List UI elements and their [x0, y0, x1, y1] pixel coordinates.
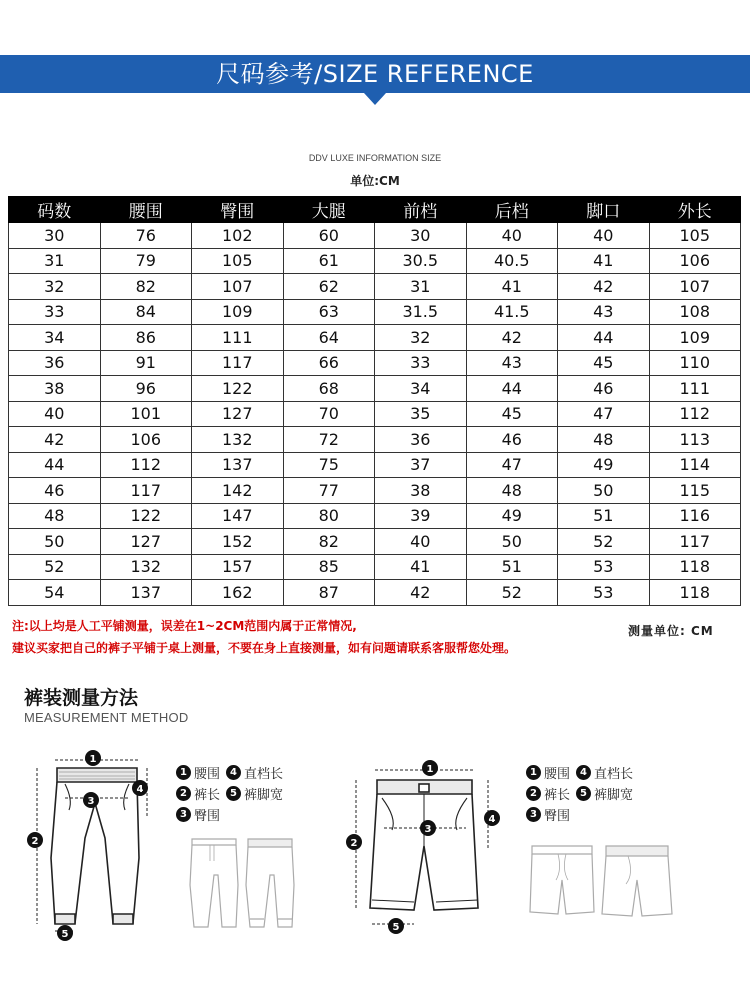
cell-outseam: 108 [649, 299, 741, 325]
legend-num-icon: 2 [176, 786, 191, 801]
cell-hip: 105 [192, 248, 284, 274]
header-outseam: 外长 [649, 197, 741, 223]
cell-leg-opening: 49 [558, 452, 650, 478]
cell-leg-opening: 43 [558, 299, 650, 325]
marker-4-long: 4 [136, 784, 144, 795]
cell-leg-opening: 52 [558, 529, 650, 555]
header-back-rise: 后档 [466, 197, 558, 223]
cell-front-rise: 30 [375, 223, 467, 249]
table-row [9, 580, 741, 606]
cell-leg-opening: 40 [558, 223, 650, 249]
legend-label: 裤脚宽 [594, 788, 634, 803]
cell-outseam: 107 [649, 274, 741, 300]
legend-long-pants [176, 762, 289, 825]
legend-num-icon: 3 [526, 807, 541, 822]
cell-waist: 76 [100, 223, 192, 249]
cell-leg-opening: 53 [558, 554, 650, 580]
legend-num-icon: 3 [176, 807, 191, 822]
cell-leg-opening: 48 [558, 427, 650, 453]
cell-front-rise: 31 [375, 274, 467, 300]
cell-size: 48 [9, 503, 101, 529]
table-row [9, 427, 741, 453]
info-subtitle: DDV LUXE INFORMATION SIZE [308, 153, 442, 163]
cell-thigh: 66 [283, 350, 375, 376]
cell-outseam: 118 [649, 554, 741, 580]
legend-num-icon: 2 [526, 786, 541, 801]
table-row [9, 478, 741, 504]
cell-thigh: 87 [283, 580, 375, 606]
cell-size: 40 [9, 401, 101, 427]
table-row [9, 350, 741, 376]
cell-leg-opening: 47 [558, 401, 650, 427]
cell-back-rise: 52 [466, 580, 558, 606]
legend-label: 直档长 [244, 767, 284, 782]
cell-thigh: 61 [283, 248, 375, 274]
cell-size: 30 [9, 223, 101, 249]
cell-outseam: 106 [649, 248, 741, 274]
cell-size: 54 [9, 580, 101, 606]
cell-size: 42 [9, 427, 101, 453]
cell-waist: 112 [100, 452, 192, 478]
cell-size: 32 [9, 274, 101, 300]
table-row [9, 274, 741, 300]
cell-front-rise: 38 [375, 478, 467, 504]
cell-thigh: 72 [283, 427, 375, 453]
legend-label: 臀围 [194, 809, 221, 824]
cell-size: 38 [9, 376, 101, 402]
note-line-1: 注:以上均是人工平铺测量，误差在1~2CM范围内属于正常情况, [12, 619, 357, 633]
table-row [9, 452, 741, 478]
cell-outseam: 109 [649, 325, 741, 351]
size-table-body [9, 223, 741, 606]
cell-back-rise: 45 [466, 401, 558, 427]
cell-outseam: 115 [649, 478, 741, 504]
legend-label: 裤长 [544, 788, 571, 803]
cell-back-rise: 43 [466, 350, 558, 376]
long-pants-illustration [25, 748, 165, 943]
banner-title: 尺码参考/SIZE REFERENCE [216, 60, 534, 88]
cell-waist: 106 [100, 427, 192, 453]
marker-1-shorts: 1 [426, 764, 434, 775]
cell-size: 52 [9, 554, 101, 580]
legend-num-icon: 5 [576, 786, 591, 801]
marker-5-long: 5 [61, 929, 69, 940]
cell-leg-opening: 45 [558, 350, 650, 376]
size-table [8, 196, 741, 606]
cell-waist: 84 [100, 299, 192, 325]
marker-3-long: 3 [87, 796, 95, 807]
table-header-row [9, 197, 741, 223]
long-pants-sketch [188, 835, 298, 930]
legend-label: 直档长 [594, 767, 634, 782]
cell-front-rise: 36 [375, 427, 467, 453]
table-row [9, 248, 741, 274]
cell-waist: 122 [100, 503, 192, 529]
legend-shorts [526, 762, 639, 825]
legend-num-icon: 4 [226, 765, 241, 780]
table-row [9, 325, 741, 351]
marker-2-long: 2 [31, 836, 39, 847]
cell-thigh: 62 [283, 274, 375, 300]
cell-waist: 82 [100, 274, 192, 300]
legend-label: 腰围 [194, 767, 221, 782]
cell-outseam: 114 [649, 452, 741, 478]
header-waist: 腰围 [100, 197, 192, 223]
note-line-2: 建议买家把自己的裤子平铺于桌上测量，不要在身上直接测量，如有问题请联系客服帮您处理。 [12, 641, 517, 655]
cell-waist: 79 [100, 248, 192, 274]
cell-outseam: 118 [649, 580, 741, 606]
cell-hip: 157 [192, 554, 284, 580]
cell-hip: 152 [192, 529, 284, 555]
header-size: 码数 [9, 197, 101, 223]
marker-5-shorts: 5 [392, 922, 400, 933]
cell-back-rise: 40 [466, 223, 558, 249]
cell-leg-opening: 44 [558, 325, 650, 351]
marker-1-long: 1 [89, 754, 97, 765]
cell-back-rise: 48 [466, 478, 558, 504]
cell-waist: 101 [100, 401, 192, 427]
cell-size: 33 [9, 299, 101, 325]
legend-num-icon: 1 [526, 765, 541, 780]
cell-thigh: 75 [283, 452, 375, 478]
cell-front-rise: 34 [375, 376, 467, 402]
cell-thigh: 82 [283, 529, 375, 555]
header-leg-opening: 脚口 [558, 197, 650, 223]
cell-hip: 122 [192, 376, 284, 402]
cell-hip: 117 [192, 350, 284, 376]
legend-num-icon: 4 [576, 765, 591, 780]
cell-hip: 109 [192, 299, 284, 325]
cell-thigh: 63 [283, 299, 375, 325]
cell-hip: 132 [192, 427, 284, 453]
table-row [9, 223, 741, 249]
table-row [9, 503, 741, 529]
cell-back-rise: 41.5 [466, 299, 558, 325]
method-title: 裤装测量方法 [24, 687, 139, 709]
cell-outseam: 113 [649, 427, 741, 453]
cell-leg-opening: 51 [558, 503, 650, 529]
cell-front-rise: 39 [375, 503, 467, 529]
cell-outseam: 112 [649, 401, 741, 427]
cell-waist: 96 [100, 376, 192, 402]
marker-3-shorts: 3 [424, 824, 432, 835]
measure-unit-label: 测量单位: CM [628, 624, 714, 638]
cell-leg-opening: 42 [558, 274, 650, 300]
unit-label: 单位:CM [350, 174, 400, 188]
cell-thigh: 60 [283, 223, 375, 249]
cell-outseam: 105 [649, 223, 741, 249]
cell-hip: 127 [192, 401, 284, 427]
cell-size: 34 [9, 325, 101, 351]
cell-back-rise: 42 [466, 325, 558, 351]
cell-front-rise: 37 [375, 452, 467, 478]
cell-outseam: 111 [649, 376, 741, 402]
cell-back-rise: 50 [466, 529, 558, 555]
header-banner [0, 55, 750, 93]
cell-size: 36 [9, 350, 101, 376]
cell-hip: 137 [192, 452, 284, 478]
cell-waist: 91 [100, 350, 192, 376]
cell-front-rise: 33 [375, 350, 467, 376]
cell-waist: 117 [100, 478, 192, 504]
cell-thigh: 77 [283, 478, 375, 504]
cell-back-rise: 44 [466, 376, 558, 402]
legend-label: 臀围 [544, 809, 571, 824]
method-subtitle: MEASUREMENT METHOD [24, 710, 189, 725]
cell-leg-opening: 53 [558, 580, 650, 606]
cell-thigh: 64 [283, 325, 375, 351]
cell-hip: 147 [192, 503, 284, 529]
cell-hip: 142 [192, 478, 284, 504]
cell-size: 31 [9, 248, 101, 274]
cell-size: 46 [9, 478, 101, 504]
cell-front-rise: 40 [375, 529, 467, 555]
cell-back-rise: 41 [466, 274, 558, 300]
cell-hip: 102 [192, 223, 284, 249]
legend-num-icon: 1 [176, 765, 191, 780]
header-thigh: 大腿 [283, 197, 375, 223]
header-front-rise: 前档 [375, 197, 467, 223]
shorts-sketch [528, 840, 678, 920]
cell-front-rise: 41 [375, 554, 467, 580]
marker-2-shorts: 2 [350, 838, 358, 849]
cell-hip: 162 [192, 580, 284, 606]
legend-label: 裤脚宽 [244, 788, 284, 803]
cell-front-rise: 35 [375, 401, 467, 427]
table-row [9, 299, 741, 325]
header-hip: 臀围 [192, 197, 284, 223]
cell-thigh: 85 [283, 554, 375, 580]
table-row [9, 376, 741, 402]
marker-4-shorts: 4 [488, 814, 496, 825]
cell-thigh: 68 [283, 376, 375, 402]
cell-outseam: 117 [649, 529, 741, 555]
cell-thigh: 70 [283, 401, 375, 427]
banner-notch [364, 93, 386, 105]
legend-label: 裤长 [194, 788, 221, 803]
cell-hip: 107 [192, 274, 284, 300]
cell-back-rise: 46 [466, 427, 558, 453]
cell-waist: 127 [100, 529, 192, 555]
cell-leg-opening: 46 [558, 376, 650, 402]
cell-hip: 111 [192, 325, 284, 351]
cell-front-rise: 31.5 [375, 299, 467, 325]
table-row [9, 529, 741, 555]
cell-waist: 137 [100, 580, 192, 606]
table-row [9, 401, 741, 427]
cell-back-rise: 47 [466, 452, 558, 478]
cell-leg-opening: 50 [558, 478, 650, 504]
cell-outseam: 110 [649, 350, 741, 376]
cell-back-rise: 40.5 [466, 248, 558, 274]
cell-outseam: 116 [649, 503, 741, 529]
cell-back-rise: 49 [466, 503, 558, 529]
cell-front-rise: 30.5 [375, 248, 467, 274]
legend-num-icon: 5 [226, 786, 241, 801]
cell-back-rise: 51 [466, 554, 558, 580]
cell-thigh: 80 [283, 503, 375, 529]
cell-leg-opening: 41 [558, 248, 650, 274]
legend-label: 腰围 [544, 767, 571, 782]
cell-size: 50 [9, 529, 101, 555]
cell-waist: 132 [100, 554, 192, 580]
cell-front-rise: 42 [375, 580, 467, 606]
table-row [9, 554, 741, 580]
shorts-illustration [342, 758, 512, 938]
cell-waist: 86 [100, 325, 192, 351]
cell-size: 44 [9, 452, 101, 478]
cell-front-rise: 32 [375, 325, 467, 351]
